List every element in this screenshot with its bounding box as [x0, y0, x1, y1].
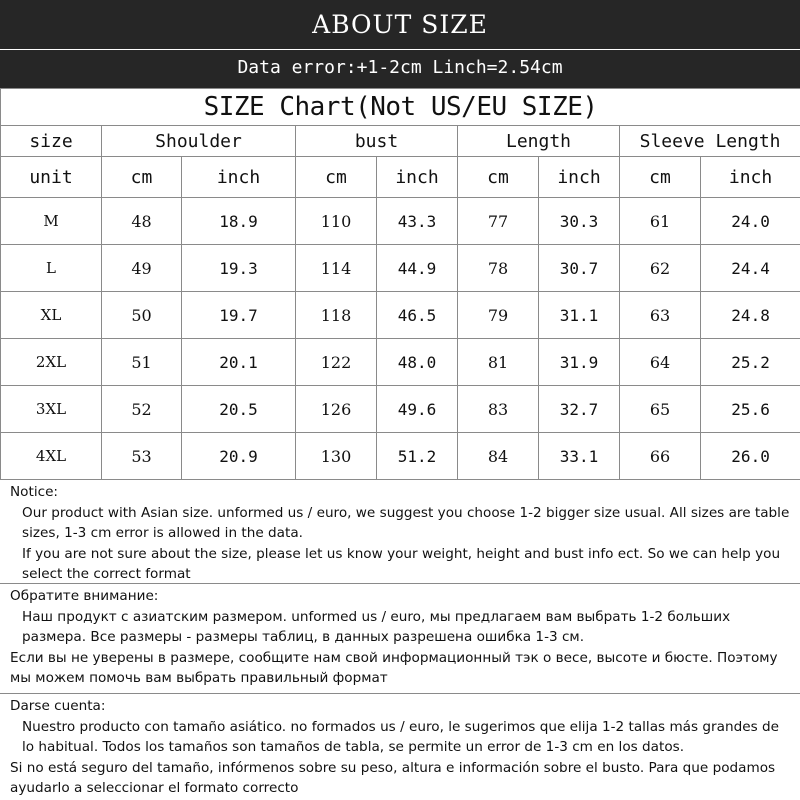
bust-cm-cell: 122: [296, 339, 377, 386]
shoulder-inch-cell: 19.7: [182, 292, 296, 339]
bust-inch-cell: 51.2: [377, 433, 458, 480]
length-column-header: Length: [458, 126, 620, 157]
length-cm-cell: 83: [458, 386, 539, 433]
size-column-header: size: [1, 126, 102, 157]
shoulder-cm-cell: 51: [102, 339, 182, 386]
sleeve-inch-cell: 24.0: [701, 198, 800, 245]
notice-english: [0, 480, 800, 583]
length-inch-cell: 31.1: [539, 292, 620, 339]
table-row: [1, 339, 800, 386]
size-cell: M: [1, 198, 102, 245]
unit-cm: cm: [296, 157, 377, 198]
table-row: [1, 198, 800, 245]
length-inch-cell: 33.1: [539, 433, 620, 480]
notice-paragraph: Si no está seguro del tamaño, infórmenos sobre su peso, altura e información sobre el busto. Para que podamos ayudarlo a seleccionar el formato correcto: [10, 759, 776, 796]
unit-inch: inch: [539, 157, 620, 198]
sleeve-cm-cell: 65: [620, 386, 701, 433]
notice-russian: [0, 583, 800, 693]
length-cm-cell: 77: [458, 198, 539, 245]
length-inch-cell: 32.7: [539, 386, 620, 433]
bust-inch-cell: 43.3: [377, 198, 458, 245]
table-row: [1, 245, 800, 292]
bust-cm-cell: 110: [296, 198, 377, 245]
notice-paragraph: If you are not sure about the size, please let us know your weight, height and bust info ect. So we can help you select the correct format: [22, 545, 781, 582]
notice-heading: Обратите внимание:: [10, 588, 159, 604]
length-cm-cell: 81: [458, 339, 539, 386]
length-inch-cell: 30.7: [539, 245, 620, 292]
sleeve-inch-cell: 26.0: [701, 433, 800, 480]
notice-heading: Notice:: [10, 484, 59, 500]
shoulder-inch-cell: 20.5: [182, 386, 296, 433]
notice-heading: Darse cuenta:: [10, 698, 106, 714]
unit-cm: cm: [620, 157, 701, 198]
sleeve-inch-cell: 24.8: [701, 292, 800, 339]
size-cell: 3XL: [1, 386, 102, 433]
shoulder-inch-cell: 20.1: [182, 339, 296, 386]
unit-label: unit: [1, 157, 102, 198]
unit-header-row: [1, 157, 800, 198]
table-row: [1, 433, 800, 480]
sleeve-cm-cell: 66: [620, 433, 701, 480]
bust-inch-cell: 49.6: [377, 386, 458, 433]
bust-inch-cell: 44.9: [377, 245, 458, 292]
notice-section: [0, 480, 800, 800]
size-chart: [0, 88, 800, 478]
data-error-note: Data error:+1-2cm Linch=2.54cm: [237, 57, 563, 78]
shoulder-cm-cell: 52: [102, 386, 182, 433]
bust-cm-cell: 114: [296, 245, 377, 292]
length-cm-cell: 78: [458, 245, 539, 292]
size-cell: L: [1, 245, 102, 292]
unit-inch: inch: [182, 157, 296, 198]
shoulder-cm-cell: 53: [102, 433, 182, 480]
unit-inch: inch: [701, 157, 800, 198]
shoulder-column-header: Shoulder: [102, 126, 296, 157]
sleeve-inch-cell: 25.6: [701, 386, 800, 433]
sleeve-cm-cell: 61: [620, 198, 701, 245]
notice-paragraph: Наш продукт с азиатским размером. unformed us / euro, мы предлагаем вам выбрать 1-2 больших размера. Все размеры - размеры таблиц, в данных разрешена ошибка 1-3 см.: [22, 608, 731, 645]
notice-paragraph: Если вы не уверены в размере, сообщите нам свой информационный тэк о весе, высоте и бюсте. Поэтому мы можем помочь вам выбрать правильный формат: [10, 649, 778, 686]
shoulder-inch-cell: 18.9: [182, 198, 296, 245]
column-group-header: [1, 126, 800, 157]
sleeve-cm-cell: 63: [620, 292, 701, 339]
notice-paragraph: Our product with Asian size. unformed us / euro, we suggest you choose 1-2 bigger size usual. All sizes are table sizes, 1-3 cm error is allowed in the data.: [22, 504, 790, 541]
bust-inch-cell: 46.5: [377, 292, 458, 339]
sleeve-inch-cell: 25.2: [701, 339, 800, 386]
length-cm-cell: 84: [458, 433, 539, 480]
sleeve-cm-cell: 64: [620, 339, 701, 386]
unit-cm: cm: [102, 157, 182, 198]
length-inch-cell: 30.3: [539, 198, 620, 245]
table-row: [1, 292, 800, 339]
length-inch-cell: 31.9: [539, 339, 620, 386]
shoulder-inch-cell: 19.3: [182, 245, 296, 292]
sleeve-inch-cell: 24.4: [701, 245, 800, 292]
notice-spanish: [0, 693, 800, 800]
bust-inch-cell: 48.0: [377, 339, 458, 386]
length-cm-cell: 79: [458, 292, 539, 339]
table-row: [1, 386, 800, 433]
page-title: ABOUT SIZE: [312, 10, 488, 39]
unit-cm: cm: [458, 157, 539, 198]
shoulder-cm-cell: 48: [102, 198, 182, 245]
size-cell: 2XL: [1, 339, 102, 386]
header-banner: [0, 0, 800, 88]
chart-title: SIZE Chart(Not US/EU SIZE): [1, 89, 800, 126]
bust-cm-cell: 126: [296, 386, 377, 433]
sleeve-length-column-header: Sleeve Length: [620, 126, 800, 157]
size-table: [0, 88, 800, 480]
bust-column-header: bust: [296, 126, 458, 157]
notice-paragraph: Nuestro producto con tamaño asiático. no formados us / euro, le sugerimos que elija 1-2 tallas más grandes de lo habitual. Todos los tamaños son tamaños de tabla, se permite un error de 1-3 cm en los datos.: [22, 718, 779, 755]
shoulder-inch-cell: 20.9: [182, 433, 296, 480]
shoulder-cm-cell: 49: [102, 245, 182, 292]
bust-cm-cell: 130: [296, 433, 377, 480]
size-cell: 4XL: [1, 433, 102, 480]
size-cell: XL: [1, 292, 102, 339]
shoulder-cm-cell: 50: [102, 292, 182, 339]
sleeve-cm-cell: 62: [620, 245, 701, 292]
bust-cm-cell: 118: [296, 292, 377, 339]
unit-inch: inch: [377, 157, 458, 198]
